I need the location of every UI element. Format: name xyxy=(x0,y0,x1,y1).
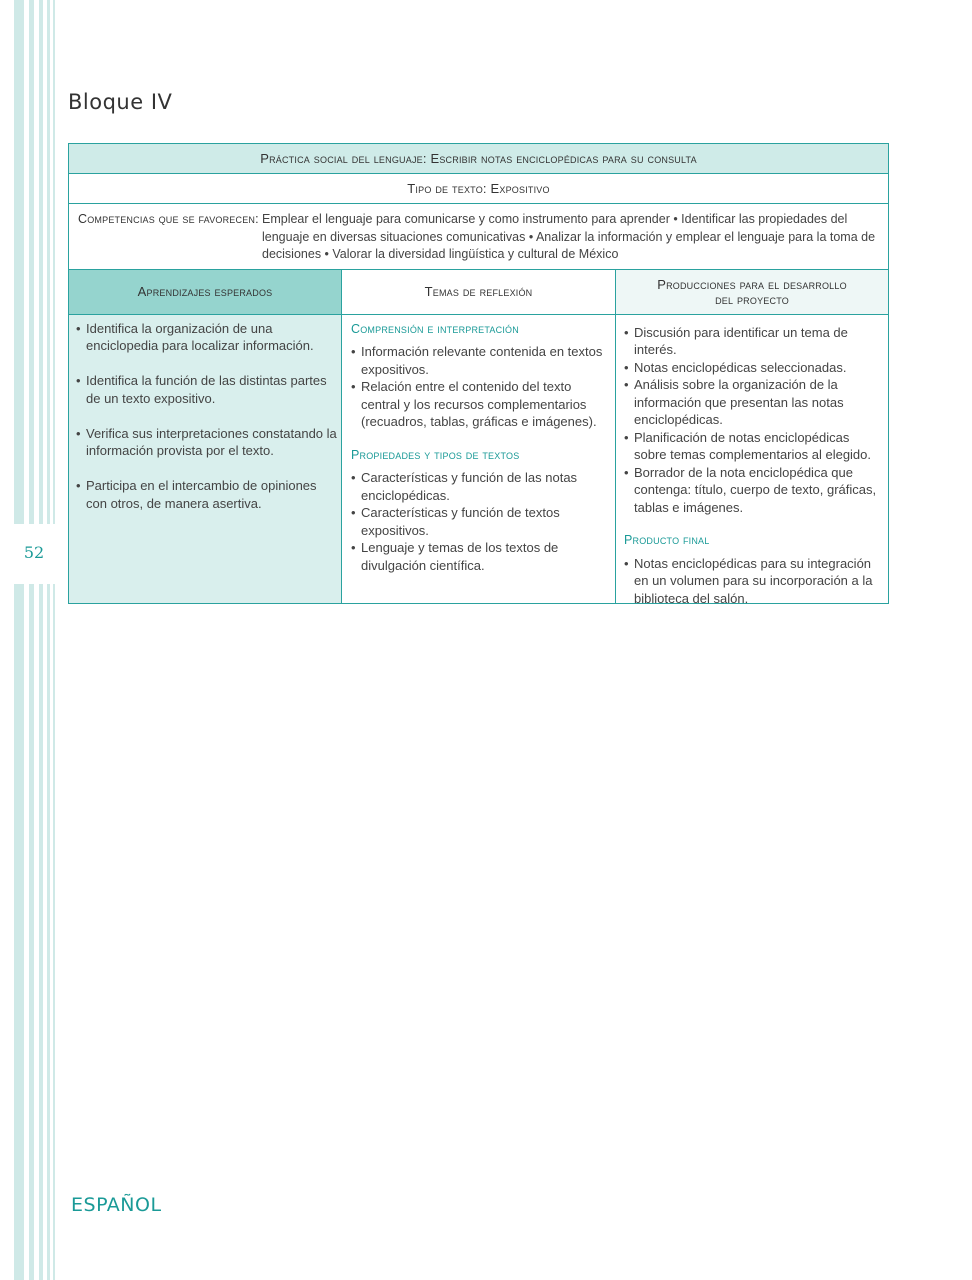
competencies-text: Emplear el lenguaje para comunicarse y como instrumento para aprender • Identificar las propiedades del lenguaje en diversas situaciones comunicativas • Analizar la información y emplear el lenguaje para la toma de decisiones • Valorar la diversidad lingüística y cultural de México xyxy=(262,212,876,261)
list-item: • Notas enciclopédicas seleccionadas. xyxy=(624,359,882,377)
section-title-final-product: Producto final xyxy=(624,533,710,547)
practice-row: Práctica social del lenguaje: Escribir notas enciclopédicas para su consulta xyxy=(69,144,888,174)
column-headers xyxy=(69,270,888,315)
decor-stripe xyxy=(47,0,50,1280)
curriculum-table xyxy=(68,143,889,604)
list-item: • Planificación de notas enciclopédicas sobre temas complementarios al elegido. xyxy=(624,429,882,464)
section-title-comprehension: Comprensión e interpretación xyxy=(351,321,519,336)
list-item: • Discusión para identificar un tema de interés. xyxy=(624,324,882,359)
list-item: • Información relevante contenida en textos expositivos. xyxy=(351,343,607,378)
section-title-properties: Propiedades y tipos de textos xyxy=(351,447,520,462)
competencies-label: Competencias que se favorecen: xyxy=(78,212,259,226)
subject-label: ESPAÑOL xyxy=(71,1194,162,1216)
learning-column xyxy=(69,315,342,603)
decor-stripe xyxy=(39,0,43,1280)
content-row xyxy=(69,315,888,606)
header-learning: Aprendizajes esperados xyxy=(69,270,342,314)
list-item: • Características y función de las notas enciclopédicas. xyxy=(351,469,607,504)
list-item: • Análisis sobre la organización de la información que presentan las notas enciclopédicas. xyxy=(624,376,882,429)
list-item: • Notas enciclopédicas para su integración en un volumen para su incorporación a la biblioteca del salón. xyxy=(624,555,882,608)
productions-column xyxy=(616,315,888,606)
list-item: • Lenguaje y temas de los textos de divulgación científica. xyxy=(351,539,607,574)
list-item: • Características y función de textos expositivos. xyxy=(351,504,607,539)
list-item: • Identifica la función de las distintas partes de un texto expositivo. xyxy=(76,372,337,407)
decor-stripe xyxy=(14,0,24,1280)
list-item: • Participa en el intercambio de opiniones con otros, de manera asertiva. xyxy=(76,477,337,512)
decor-stripe xyxy=(53,0,55,1280)
list-item: • Relación entre el contenido del texto central y los recursos complementarios (recuadros, tablas, gráficas e imágenes). xyxy=(351,378,607,431)
header-productions-line1: Producciones para el desarrollo xyxy=(657,276,847,292)
header-productions-line2: del proyecto xyxy=(715,291,789,307)
header-productions xyxy=(616,270,888,314)
decor-stripe xyxy=(29,0,34,1280)
list-item: • Verifica sus interpretaciones constatando la información provista por el texto. xyxy=(76,425,337,460)
topics-column xyxy=(342,315,616,603)
competencies-row xyxy=(69,204,888,270)
text-type-row: Tipo de texto: Expositivo xyxy=(69,174,888,204)
block-title: Bloque IV xyxy=(68,90,173,114)
header-topics: Temas de reflexión xyxy=(342,270,616,314)
list-item: • Borrador de la nota enciclopédica que contenga: título, cuerpo de texto, gráficas, tablas e imágenes. xyxy=(624,464,882,517)
page-number: 52 xyxy=(23,543,45,562)
list-item: • Identifica la organización de una enciclopedia para localizar información. xyxy=(76,320,337,355)
